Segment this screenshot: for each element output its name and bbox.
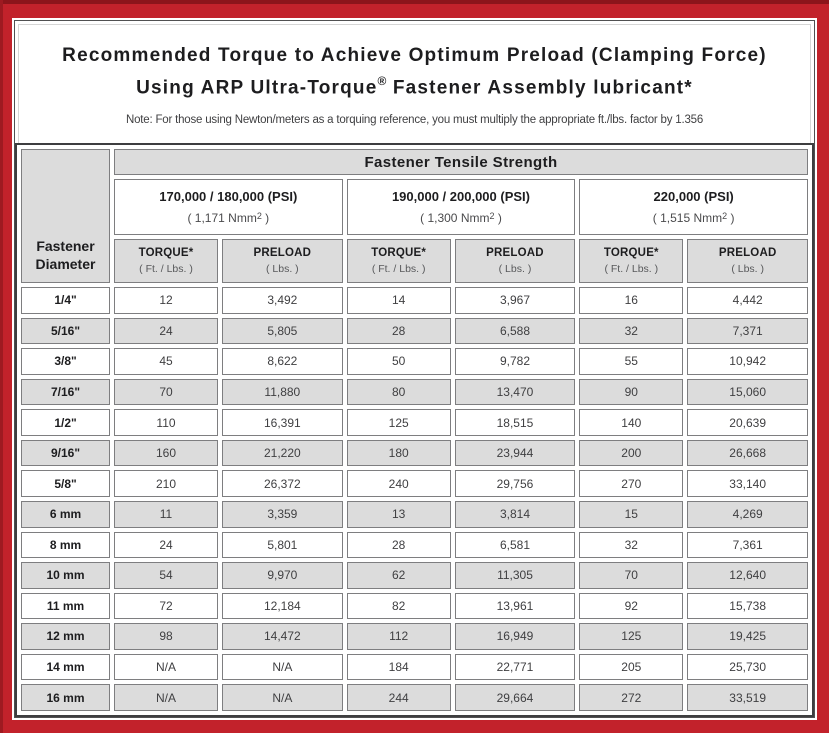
psi-label: 220,000 (PSI) bbox=[653, 189, 734, 204]
preload-value-cell: 7,361 bbox=[687, 532, 808, 559]
fastener-diameter-cell: 12 mm bbox=[21, 623, 110, 650]
table-row bbox=[21, 440, 808, 467]
preload-value-cell: 11,305 bbox=[455, 562, 576, 589]
preload-value-cell: 6,581 bbox=[455, 532, 576, 559]
preload-value-cell: 9,782 bbox=[455, 348, 576, 375]
preload-value-cell: 10,942 bbox=[687, 348, 808, 375]
preload-value-cell: 21,220 bbox=[222, 440, 343, 467]
fastener-diameter-cell: 11 mm bbox=[21, 593, 110, 620]
preload-value-cell: 16,391 bbox=[222, 409, 343, 436]
preload-column-header bbox=[687, 239, 808, 283]
preload-value-cell: 12,184 bbox=[222, 593, 343, 620]
torque-value-cell: 205 bbox=[579, 654, 683, 681]
preload-value-cell: 3,492 bbox=[222, 287, 343, 314]
table-row bbox=[21, 379, 808, 406]
torque-value-cell: 272 bbox=[579, 684, 683, 711]
torque-table-body bbox=[21, 287, 808, 711]
preload-column-header bbox=[222, 239, 343, 283]
table-row bbox=[21, 287, 808, 314]
torque-label: TORQUE* bbox=[138, 247, 194, 259]
preload-unit: ( Lbs. ) bbox=[731, 263, 764, 275]
preload-value-cell: 26,668 bbox=[687, 440, 808, 467]
torque-value-cell: 50 bbox=[347, 348, 451, 375]
torque-value-cell: N/A bbox=[114, 684, 218, 711]
preload-value-cell: N/A bbox=[222, 684, 343, 711]
torque-value-cell: 24 bbox=[114, 532, 218, 559]
preload-value-cell: 29,756 bbox=[455, 470, 576, 497]
torque-label: TORQUE* bbox=[603, 247, 659, 259]
torque-value-cell: 112 bbox=[347, 623, 451, 650]
preload-value-cell: 3,814 bbox=[455, 501, 576, 528]
torque-value-cell: 244 bbox=[347, 684, 451, 711]
torque-value-cell: 200 bbox=[579, 440, 683, 467]
nmm-label: ( 1,171 Nmm$^2$ ) bbox=[187, 211, 270, 225]
torque-value-cell: 125 bbox=[579, 623, 683, 650]
document-title-line2 bbox=[15, 69, 814, 101]
preload-value-cell: 5,801 bbox=[222, 532, 343, 559]
torque-value-cell: 28 bbox=[347, 532, 451, 559]
preload-value-cell: 26,372 bbox=[222, 470, 343, 497]
fastener-diameter-cell: 6 mm bbox=[21, 501, 110, 528]
table-row bbox=[21, 318, 808, 345]
preload-value-cell: 15,738 bbox=[687, 593, 808, 620]
table-row bbox=[21, 470, 808, 497]
nmm-label: ( 1,300 Nmm$^2$ ) bbox=[420, 211, 502, 225]
preload-label: PRELOAD bbox=[718, 247, 777, 259]
torque-value-cell: 13 bbox=[347, 501, 451, 528]
torque-value-cell: 92 bbox=[579, 593, 683, 620]
preload-value-cell: 4,269 bbox=[687, 501, 808, 528]
preload-label: PRELOAD bbox=[253, 247, 312, 259]
torque-value-cell: 240 bbox=[347, 470, 451, 497]
torque-unit: ( Ft. / Lbs. ) bbox=[604, 263, 659, 275]
document-panel bbox=[14, 20, 815, 718]
column-subheader-row bbox=[21, 239, 808, 283]
title-line2-text-cont: Fastener Assembly lubricant* bbox=[386, 77, 693, 99]
torque-value-cell: 54 bbox=[114, 562, 218, 589]
torque-value-cell: 72 bbox=[114, 593, 218, 620]
table-row bbox=[21, 654, 808, 681]
fastener-diameter-cell: 1/4" bbox=[21, 287, 110, 314]
fastener-diameter-cell: 3/8" bbox=[21, 348, 110, 375]
preload-unit: ( Lbs. ) bbox=[498, 263, 532, 275]
torque-value-cell: 15 bbox=[579, 501, 683, 528]
preload-value-cell: 15,060 bbox=[687, 379, 808, 406]
table-row bbox=[21, 593, 808, 620]
torque-value-cell: 82 bbox=[347, 593, 451, 620]
torque-table bbox=[15, 143, 814, 717]
torque-value-cell: 32 bbox=[579, 532, 683, 559]
torque-value-cell: 70 bbox=[114, 379, 218, 406]
preload-value-cell: 8,622 bbox=[222, 348, 343, 375]
torque-value-cell: 45 bbox=[114, 348, 218, 375]
torque-value-cell: 210 bbox=[114, 470, 218, 497]
torque-value-cell: 180 bbox=[347, 440, 451, 467]
torque-unit: ( Ft. / Lbs. ) bbox=[371, 263, 426, 275]
psi-group-220 bbox=[579, 179, 808, 235]
preload-value-cell: 33,140 bbox=[687, 470, 808, 497]
torque-table-container bbox=[15, 143, 814, 717]
torque-unit: ( Ft. / Lbs. ) bbox=[139, 263, 193, 275]
psi-group-190-200 bbox=[347, 179, 576, 235]
fastener-diameter-cell: 14 mm bbox=[21, 654, 110, 681]
psi-group-header-row bbox=[21, 179, 808, 235]
fastener-diameter-cell: 10 mm bbox=[21, 562, 110, 589]
preload-value-cell: 14,472 bbox=[222, 623, 343, 650]
torque-value-cell: 270 bbox=[579, 470, 683, 497]
table-row bbox=[21, 562, 808, 589]
tensile-strength-header-row bbox=[21, 149, 808, 175]
torque-column-header bbox=[579, 239, 683, 283]
fastener-diameter-cell: 5/8" bbox=[21, 470, 110, 497]
preload-value-cell: 12,640 bbox=[687, 562, 808, 589]
preload-value-cell: 6,588 bbox=[455, 318, 576, 345]
preload-value-cell: 19,425 bbox=[687, 623, 808, 650]
torque-value-cell: 110 bbox=[114, 409, 218, 436]
torque-value-cell: 11 bbox=[114, 501, 218, 528]
torque-value-cell: 55 bbox=[579, 348, 683, 375]
psi-label: 190,000 / 200,000 (PSI) bbox=[391, 189, 530, 204]
torque-label: TORQUE* bbox=[371, 247, 427, 259]
torque-value-cell: 24 bbox=[114, 318, 218, 345]
preload-value-cell: 11,880 bbox=[222, 379, 343, 406]
fastener-diameter-cell: 8 mm bbox=[21, 532, 110, 559]
fastener-diameter-cell: 1/2" bbox=[21, 409, 110, 436]
preload-value-cell: 33,519 bbox=[687, 684, 808, 711]
torque-value-cell: 125 bbox=[347, 409, 451, 436]
registered-trademark-symbol: ® bbox=[377, 74, 387, 88]
table-row bbox=[21, 532, 808, 559]
torque-value-cell: 70 bbox=[579, 562, 683, 589]
psi-label: 170,000 / 180,000 (PSI) bbox=[159, 189, 298, 204]
torque-value-cell: 62 bbox=[347, 562, 451, 589]
document-header bbox=[15, 21, 814, 143]
preload-value-cell: 25,730 bbox=[687, 654, 808, 681]
torque-value-cell: 184 bbox=[347, 654, 451, 681]
fastener-diameter-header: Fastener Diameter bbox=[21, 149, 110, 283]
table-row bbox=[21, 348, 808, 375]
preload-value-cell: 3,359 bbox=[222, 501, 343, 528]
torque-value-cell: 32 bbox=[579, 318, 683, 345]
preload-value-cell: 4,442 bbox=[687, 287, 808, 314]
preload-value-cell: 7,371 bbox=[687, 318, 808, 345]
torque-value-cell: 140 bbox=[579, 409, 683, 436]
preload-value-cell: 13,470 bbox=[455, 379, 576, 406]
torque-value-cell: 80 bbox=[347, 379, 451, 406]
fastener-diameter-cell: 7/16" bbox=[21, 379, 110, 406]
preload-unit: ( Lbs. ) bbox=[265, 263, 299, 275]
table-row bbox=[21, 501, 808, 528]
torque-value-cell: 14 bbox=[347, 287, 451, 314]
torque-value-cell: N/A bbox=[114, 654, 218, 681]
title-line2-text: Using ARP Ultra-Torque bbox=[136, 77, 378, 99]
preload-value-cell: 13,961 bbox=[455, 593, 576, 620]
torque-column-header bbox=[347, 239, 451, 283]
preload-column-header bbox=[455, 239, 576, 283]
table-row bbox=[21, 684, 808, 711]
table-row bbox=[21, 409, 808, 436]
torque-column-header bbox=[114, 239, 218, 283]
preload-value-cell: 23,944 bbox=[455, 440, 576, 467]
preload-value-cell: 22,771 bbox=[455, 654, 576, 681]
document-title-line1: Recommended Torque to Achieve Optimum Preload (Clamping Force) bbox=[62, 45, 767, 66]
preload-value-cell: 5,805 bbox=[222, 318, 343, 345]
nmm-label: ( 1,515 Nmm$^2$ ) bbox=[652, 211, 735, 225]
fastener-diameter-cell: 16 mm bbox=[21, 684, 110, 711]
preload-value-cell: 20,639 bbox=[687, 409, 808, 436]
torque-value-cell: 90 bbox=[579, 379, 683, 406]
torque-value-cell: 16 bbox=[579, 287, 683, 314]
preload-value-cell: N/A bbox=[222, 654, 343, 681]
preload-value-cell: 9,970 bbox=[222, 562, 343, 589]
table-row bbox=[21, 623, 808, 650]
torque-value-cell: 12 bbox=[114, 287, 218, 314]
preload-value-cell: 16,949 bbox=[455, 623, 576, 650]
torque-value-cell: 28 bbox=[347, 318, 451, 345]
fastener-diameter-cell: 9/16" bbox=[21, 440, 110, 467]
conversion-note: Note: For those using Newton/meters as a torquing reference, you must multiply the appropriate ft./lbs. factor by 1.356 bbox=[125, 114, 704, 127]
tensile-strength-header: Fastener Tensile Strength bbox=[114, 149, 808, 175]
preload-value-cell: 3,967 bbox=[455, 287, 576, 314]
torque-value-cell: 98 bbox=[114, 623, 218, 650]
fastener-diameter-cell: 5/16" bbox=[21, 318, 110, 345]
torque-value-cell: 160 bbox=[114, 440, 218, 467]
preload-value-cell: 29,664 bbox=[455, 684, 576, 711]
preload-label: PRELOAD bbox=[486, 247, 544, 259]
preload-value-cell: 18,515 bbox=[455, 409, 576, 436]
psi-group-170-180 bbox=[114, 179, 343, 235]
